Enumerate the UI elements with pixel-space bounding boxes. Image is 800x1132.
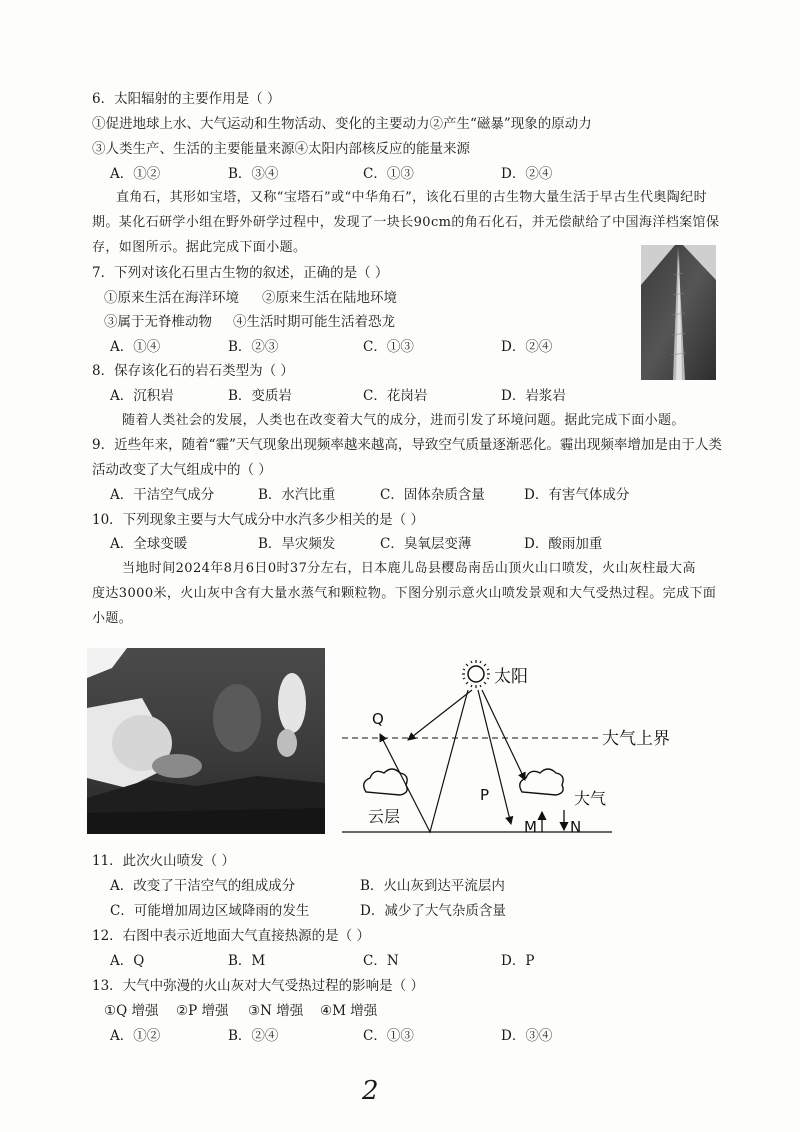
q12-options <box>110 952 534 970</box>
q7-option-c[interactable]: C．①③ <box>363 339 414 355</box>
q8-options <box>110 387 566 405</box>
q7-option-a[interactable]: A．①④ <box>110 339 161 355</box>
q11-stem: 11．此次火山喷发（ ） <box>92 853 235 869</box>
q7-statement-1: ①原来生活在海洋环境 <box>104 290 239 306</box>
cloud-icon-left <box>364 769 407 795</box>
q13-statement-3: ③N 增强 <box>248 1003 304 1019</box>
label-m: M <box>524 818 537 836</box>
q12-option-a[interactable]: A．Q <box>110 953 145 969</box>
q6-option-a[interactable]: A．①② <box>110 166 161 182</box>
q13-statement-2: ②P 增强 <box>176 1003 229 1019</box>
passage1-line1: 直角石，其形如宝塔，又称“宝塔石”或“中华角石”，该化石里的古生物大量生活于早古生代奥陶纪时 <box>116 190 707 205</box>
q9-stem-line1: 9．近些年来，随着“霾”天气现象出现频率越来越高，导致空气质量逐渐恶化。霾出现频率增加是由于人类 <box>92 437 722 453</box>
q9-option-b[interactable]: B．水汽比重 <box>258 487 336 503</box>
q7-options <box>110 338 552 356</box>
q13-options <box>110 1027 552 1045</box>
q9-option-c[interactable]: C．固体杂质含量 <box>380 487 485 503</box>
q10-option-d[interactable]: D．酸雨加重 <box>524 536 603 552</box>
q11-option-a[interactable]: A．改变了干洁空气的组成成分 <box>110 878 296 894</box>
boundary-label: 大气上界 <box>602 729 670 749</box>
q7-option-d[interactable]: D．②④ <box>501 339 553 355</box>
passage3-line2: 度达3000米，火山灰中含有大量水蒸气和颗粒物。下图分别示意火山喷发景观和大气受热过程。完成下面 <box>92 586 717 601</box>
sun-label: 太阳 <box>494 667 528 687</box>
q12-option-d[interactable]: D．P <box>501 953 535 969</box>
q8-option-c[interactable]: C．花岗岩 <box>363 388 428 404</box>
solar-ray-atmos <box>482 690 525 780</box>
q13-option-b[interactable]: B．②④ <box>228 1028 279 1044</box>
q8-option-a[interactable]: A．沉积岩 <box>110 388 174 404</box>
q6-statement-1: ①促进地球上水、大气运动和生物活动、变化的主要动力②产生“磁暴”现象的原动力 <box>92 116 592 132</box>
q6-option-c[interactable]: C．①③ <box>363 166 414 182</box>
passage2: 随着人类社会的发展，人类也在改变着大气的成分，进而引发了环境问题。据此完成下面小题。 <box>122 413 685 428</box>
q7-statements-row1 <box>104 289 397 307</box>
q6-stem: 6．太阳辐射的主要作用是（ ） <box>92 91 281 107</box>
cloud-reflect-ray <box>408 690 472 740</box>
q7-statement-3: ③属于无脊椎动物 <box>104 314 212 330</box>
q13-option-a[interactable]: A．①② <box>110 1028 161 1044</box>
q13-option-d[interactable]: D．③④ <box>501 1028 553 1044</box>
q10-option-b[interactable]: B．旱灾频发 <box>258 536 336 552</box>
label-n: N <box>570 818 582 836</box>
q12-option-b[interactable]: B．M <box>228 953 266 969</box>
q11-options-row2 <box>110 902 506 920</box>
q7-statement-2: ②原来生活在陆地环境 <box>262 290 397 306</box>
q12-stem: 12．右图中表示近地面大气直接热源的是（ ） <box>92 928 370 944</box>
q13-statements <box>104 1002 377 1020</box>
q6-options <box>110 165 552 183</box>
q11-option-c[interactable]: C．可能增加周边区域降雨的发生 <box>110 903 310 919</box>
q10-option-c[interactable]: C．臭氧层变薄 <box>380 536 472 552</box>
q10-option-a[interactable]: A．全球变暖 <box>110 536 188 552</box>
q8-option-d[interactable]: D．岩浆岩 <box>501 388 566 404</box>
cloud-icon-right <box>520 769 563 795</box>
volcano-photo <box>87 648 325 834</box>
q12-option-c[interactable]: C．N <box>363 953 399 969</box>
q11-option-b[interactable]: B．火山灰到达平流层内 <box>360 878 505 894</box>
q11-options-row1 <box>110 877 505 895</box>
q13-statement-4: ④M 增强 <box>320 1003 378 1019</box>
fossil-photo <box>641 245 716 380</box>
q6-statement-2: ③人类生产、生活的主要能量来源④太阳内部核反应的能量来源 <box>92 141 470 157</box>
cloud-label: 云层 <box>368 807 401 826</box>
q10-options <box>110 535 602 553</box>
q13-statement-1: ①Q 增强 <box>104 1003 159 1019</box>
q9-option-d[interactable]: D．有害气体成分 <box>524 487 630 503</box>
q8-stem: 8．保存该化石的岩石类型为（ ） <box>92 363 294 379</box>
q7-statements-row2 <box>104 313 395 331</box>
q10-stem: 10．下列现象主要与大气成分中水汽多少相关的是（ ） <box>92 512 424 528</box>
q6-option-d[interactable]: D．②④ <box>501 166 553 182</box>
q7-stem: 7．下列对该化石里古生物的叙述，正确的是（ ） <box>92 265 389 281</box>
q9-stem-line2: 活动改变了大气组成中的（ ） <box>92 462 272 478</box>
q7-statement-4: ④生活时期可能生活着恐龙 <box>233 314 395 330</box>
q13-stem: 13．大气中弥漫的火山灰对大气受热过程的影响是（ ） <box>92 978 424 994</box>
atmospheric-heating-diagram <box>340 652 690 842</box>
sun-icon <box>462 660 490 688</box>
passage1-line3: 存，如图所示。据此完成下面小题。 <box>92 240 307 255</box>
page-number: 2 <box>362 1076 379 1106</box>
q7-option-b[interactable]: B．②③ <box>228 339 279 355</box>
label-p: P <box>480 786 490 804</box>
label-q: Q <box>372 710 384 728</box>
q9-options <box>110 486 629 504</box>
atmos-label: 大气 <box>574 789 607 808</box>
passage3-line1: 当地时间2024年8月6日0时37分左右，日本鹿儿岛县樱岛南岳山顶火山口喷发，火山灰柱最大高 <box>122 561 696 576</box>
q6-option-b[interactable]: B．③④ <box>228 166 279 182</box>
q13-option-c[interactable]: C．①③ <box>363 1028 414 1044</box>
passage1-line2: 期。某化石研学小组在野外研学过程中，发现了一块长90cm的角石化石，并无偿献给了中国海洋档案馆保 <box>92 215 720 230</box>
q8-option-b[interactable]: B．变质岩 <box>228 388 292 404</box>
q9-option-a[interactable]: A．干洁空气成分 <box>110 487 215 503</box>
q11-option-d[interactable]: D．减少了大气杂质含量 <box>360 903 506 919</box>
passage3-line3: 小题。 <box>92 611 133 626</box>
